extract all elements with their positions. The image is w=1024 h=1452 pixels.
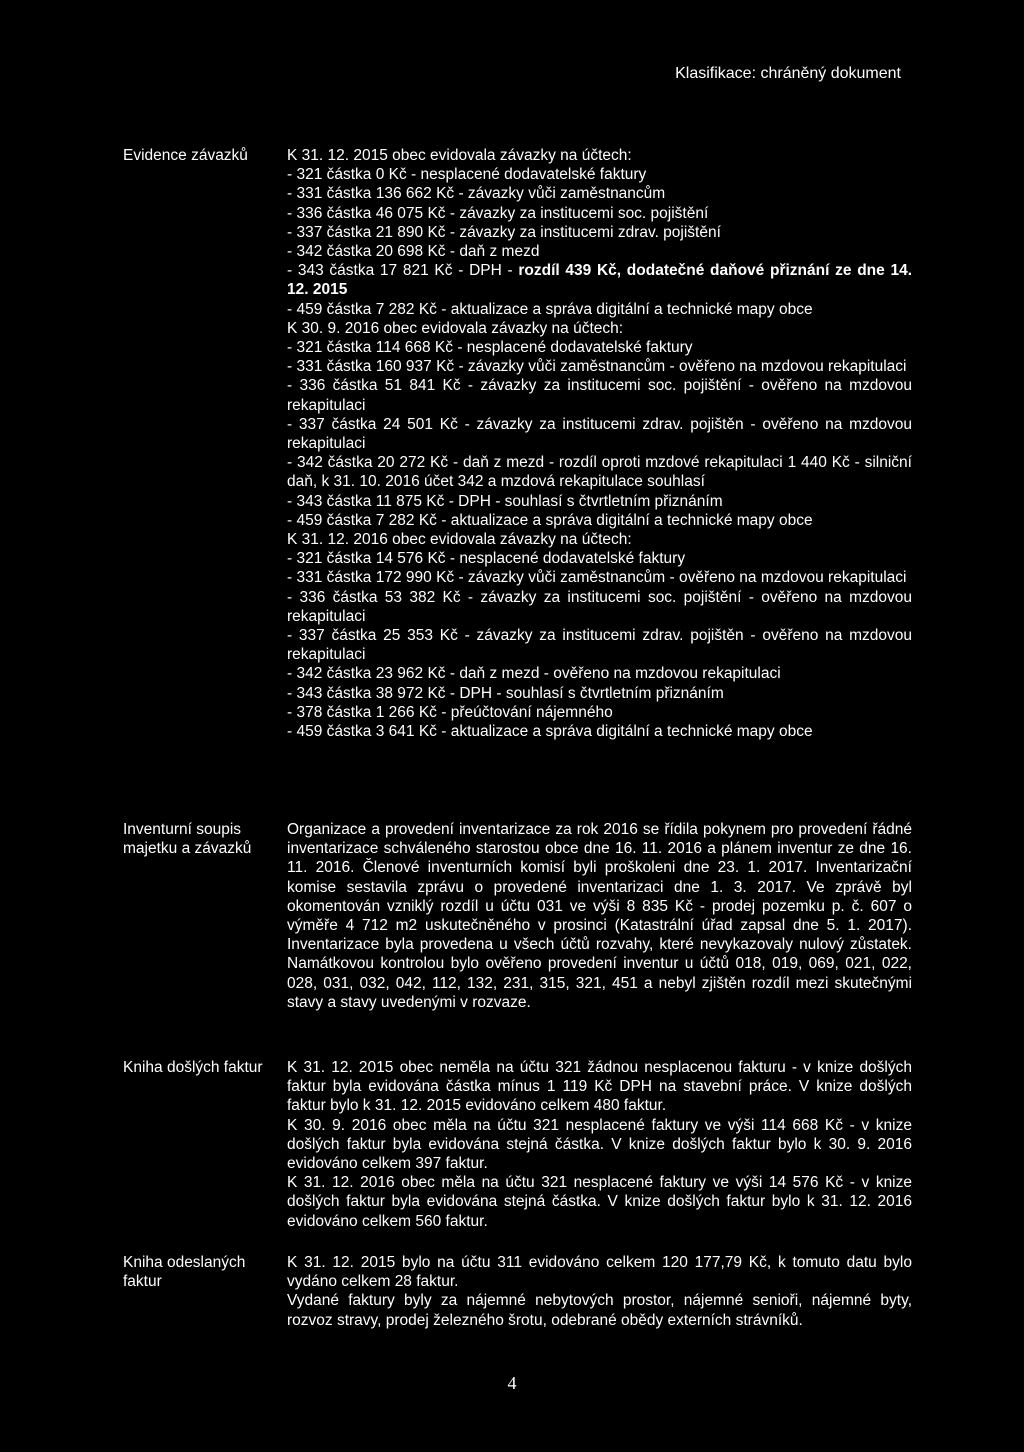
evidence-line: - 331 částka 136 662 Kč - závazky vůči zaměstnancům [287,185,666,203]
evidence-line: - 336 částka 51 841 Kč - závazky za institucemi soc. pojištění - ověřeno na mzdovou rekapitulaci [287,377,912,414]
evidence-line: - 337 částka 25 353 Kč - závazky za institucemi zdrav. pojištěn - ověřeno na mzdovou rekapitulaci [287,627,912,664]
section-label-received-invoices: Kniha došlých faktur [123,1059,263,1076]
issued-invoices-paragraph: Vydané faktury byly za nájemné nebytových prostor, nájemné senioři, nájemné byty, rozvoz stravy, prodej železného šrotu, odebrané obědy externích strávníků. [287,1292,912,1329]
evidence-line: - 331 částka 172 990 Kč - závazky vůči zaměstnancům - ověřeno na mzdovou rekapitulaci [287,569,907,587]
evidence-line: - 342 částka 20 272 Kč - daň z mezd - rozdíl oproti mzdové rekapitulaci 1 440 Kč - silniční daň, k 31. 10. 2016 účet 342 a mzdová rekapitulace souhlasí [287,454,912,491]
evidence-line: - 337 částka 21 890 Kč - závazky za institucemi zdrav. pojištění [287,223,721,241]
evidence-line: - 321 částka 14 576 Kč - nesplacené dodavatelské faktury [287,550,686,568]
evidence-line: - 337 částka 24 501 Kč - závazky za institucemi zdrav. pojištěn - ověřeno na mzdovou rekapitulaci [287,415,912,453]
issued-invoices-paragraph: K 31. 12. 2015 bylo na účtu 311 evidováno celkem 120 177,79 Kč, k tomuto datu bylo vydáno celkem 28 faktur. [287,1254,912,1291]
evidence-line: - 342 částka 23 962 Kč - daň z mezd - ověřeno na mzdovou rekapitulaci [287,665,781,683]
section-content-received-invoices [287,1058,912,1231]
received-invoices-paragraph: K 30. 9. 2016 obec měla na účtu 321 nesplacené faktury ve výši 114 668 Kč - v knize došlých faktur byla evidována stejná částka. V knize došlých faktur bylo k 30. 9. 2016 evidováno celkem 397 faktur. [287,1116,912,1173]
received-invoices-paragraph: K 31. 12. 2016 obec měla na účtu 321 nesplacené faktury ve výši 14 576 Kč - v knize došlých faktur byla evidována stejná částka. V knize došlých faktur bylo k 31. 12. 2016 evidováno celkem 560 faktur. [287,1174,912,1230]
evidence-line: - 336 částka 53 382 Kč - závazky za institucemi soc. pojištění - ověřeno na mzdovou rekapitulaci [287,588,912,625]
section-label-evidence: Evidence závazků [123,147,248,164]
evidence-line: - 321 částka 114 668 Kč - nesplacené dodavatelské faktury [287,339,693,357]
evidence-line: - 459 částka 7 282 Kč - aktualizace a správa digitální a technické mapy obce [287,300,813,318]
evidence-line: K 31. 12. 2015 obec evidovala závazky na účtech: [287,147,632,164]
evidence-line: - 343 částka 11 875 Kč - DPH - souhlasí s čtvrtletním přiznáním [287,492,723,510]
evidence-line: - 459 částka 7 282 Kč - aktualizace a správa digitální a technické mapy obce [287,511,813,529]
section-content-inventory: Organizace a provedení inventarizace za rok 2016 se řídila pokynem pro provedení řádné inventarizace schváleného starostou obce dne 16. 11. 2016 a plánem inventur ze dne 16. 11. 2016. Členové inventurních komisí byli proškoleni dne 23. 1. 2017. Inventarizační komise sestavila zprávu o provedené inventarizaci dne 1. 3. 2017. Ve zprávě byl okomentován vzniklý rozdíl u účtu 031 ve výši 8 835 Kč - prodej pozemku p. č. 607 o výměře 4 712 m2 uskutečněného v prosinci (Katastrální úřad zapsal dne 5. 1. 2017). Inventarizace byla provedena u všech účtů rozvahy, které nevykazovaly nulový zůstatek. Namátkovou kontrolou bylo ověřeno provedení inventur u účtů 018, 019, 069, 021, 022, 028, 031, 032, 042, 112, 132, 231, 315, 321, 451 a nebyl zjištěn rozdíl mezi skutečnými stavy a stavy uvedenými v rozvaze. [287,821,912,1011]
evidence-line: - 459 částka 3 641 Kč - aktualizace a správa digitální a technické mapy obce [287,723,813,741]
evidence-line-bold: rozdíl 439 Kč, dodatečné daňové přiznání ze dne 14. 12. 2015 [287,262,912,299]
evidence-line: - 331 částka 160 937 Kč - závazky vůči zaměstnancům - ověřeno na mzdovou rekapitulaci [287,358,907,376]
evidence-line: - 336 částka 46 075 Kč - závazky za institucemi soc. pojištění [287,204,709,222]
evidence-line: - 321 částka 0 Kč - nesplacené dodavatelské faktury [287,166,647,184]
page-number: 4 [507,1373,517,1393]
evidence-line: K 30. 9. 2016 obec evidovala závazky na účtech: [287,319,624,337]
section-label-issued-invoices: Kniha odeslaných faktur [123,1254,246,1291]
section-content-issued-invoices [287,1253,912,1330]
evidence-line: - 378 částka 1 266 Kč - přeúčtování nájemného [287,703,613,721]
classification-label: Klasifikace: chráněný dokument [675,65,901,82]
evidence-line-dph-2015 [287,261,912,299]
evidence-line: - 343 částka 38 972 Kč - DPH - souhlasí s čtvrtletním přiznáním [287,684,724,702]
evidence-line: - 342 částka 20 698 Kč - daň z mezd [287,243,540,261]
evidence-line-prefix: - 343 částka 17 821 Kč - DPH - [287,262,519,280]
received-invoices-paragraph: K 31. 12. 2015 obec neměla na účtu 321 žádnou nesplacenou fakturu - v knize došlých faktur byla evidována částka mínus 1 119 Kč DPH na stavební práce. V knize došlých faktur bylo k 31. 12. 2015 evidováno celkem 480 faktur. [287,1059,912,1115]
evidence-line: K 31. 12. 2016 obec evidovala závazky na účtech: [287,531,632,549]
section-content-evidence [287,146,912,741]
section-label-inventory: Inventurní soupis majetku a závazků [123,821,252,858]
